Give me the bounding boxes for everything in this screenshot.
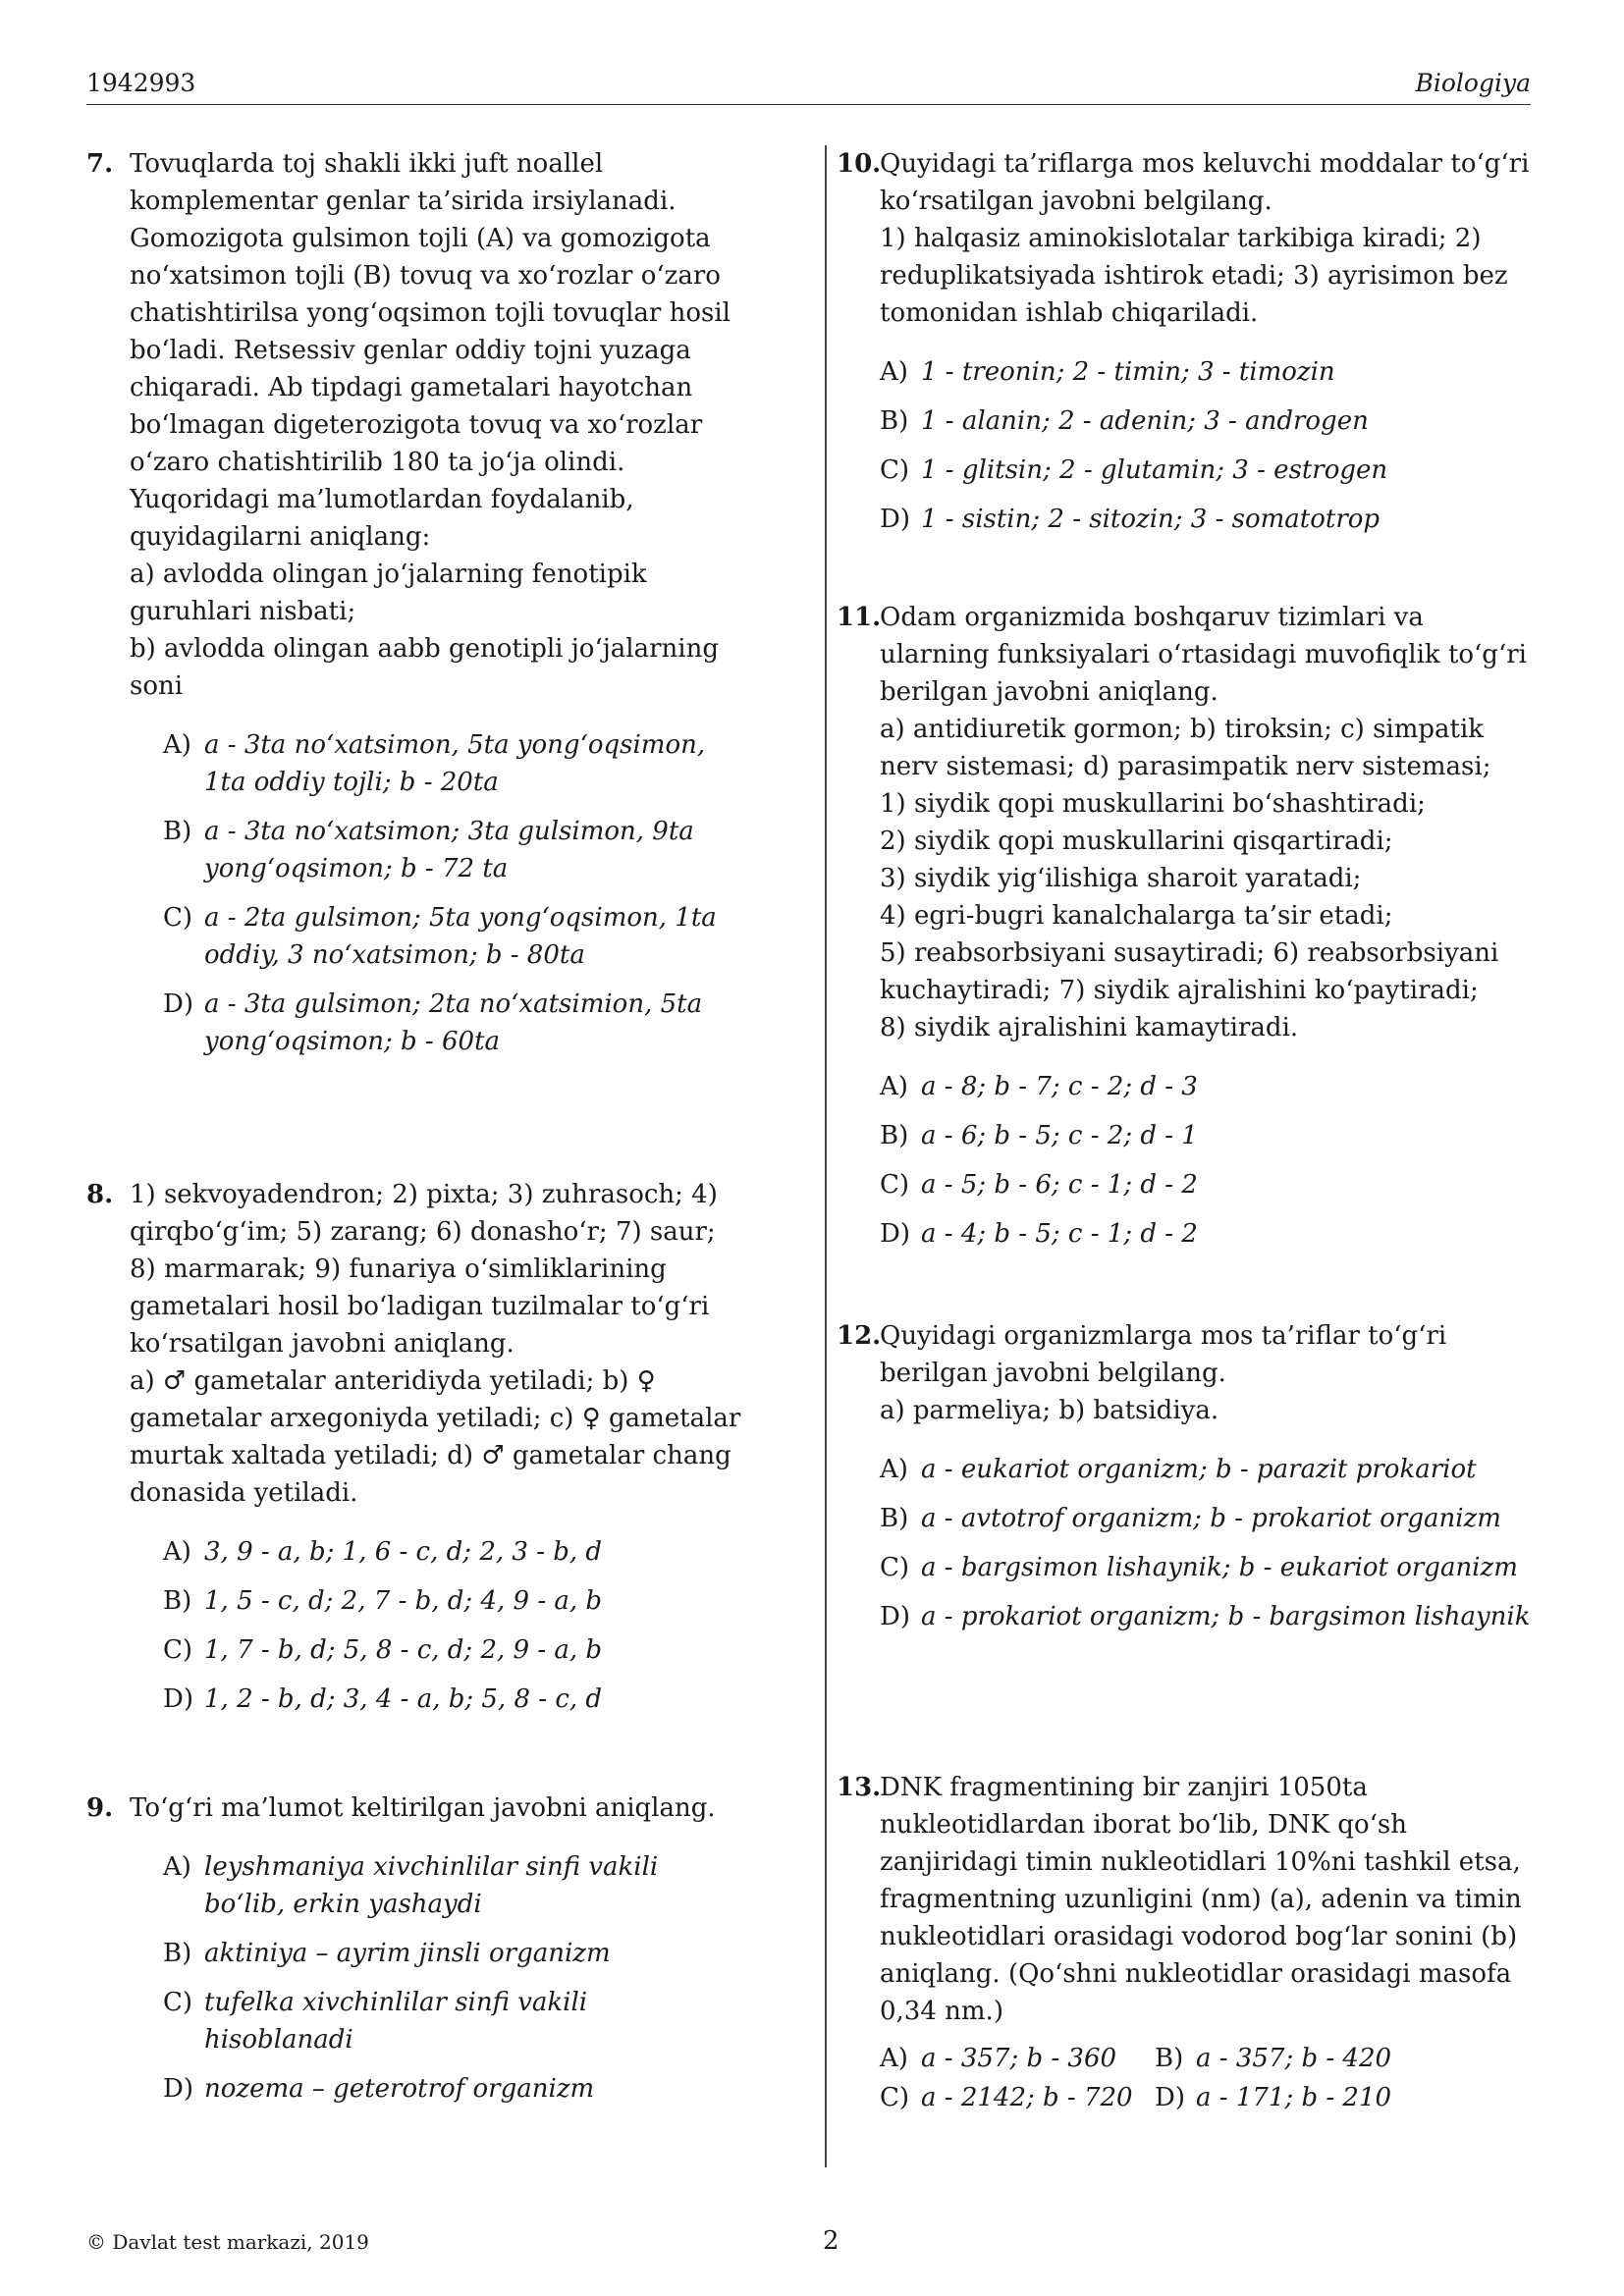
option-c[interactable] [880,1166,1532,1203]
option-letter: B) [163,1586,192,1616]
option-b[interactable] [163,813,744,887]
option-letter: D) [163,1684,193,1714]
question-number: 9. [86,1793,114,1823]
question-8 [86,1176,744,1789]
option-letter: A) [163,1852,191,1882]
option-b[interactable] [163,1935,744,1972]
option-b[interactable] [880,402,1532,440]
answer-options [880,353,1532,538]
page-number: 2 [823,2226,839,2256]
option-letter: B) [163,1939,192,1968]
option-a[interactable] [163,1533,744,1571]
subject-title: Biologiya [1415,69,1531,97]
option-c[interactable] [163,1984,744,2058]
stem-line: DNK fragmentining bir zanjiri 1050ta nukleotidlardan iborat bo‘lib, DNK qo‘sh zanjiridagi timin nukleotidlari 10%ni tashkil etsa, fragmentning uzunligini (nm) (a), adenin va timin nukleotidlari orasidagi vodorod bog‘lar sonini (b) aniqlang. (Qo‘shni nukleotidlar orasidagi masofa 0,34 nm.) [880,1773,1522,2026]
option-d[interactable] [880,1598,1532,1635]
option-letter: B) [880,406,909,436]
option-text: a - 357; b - 420 [1196,2044,1392,2073]
option-b[interactable] [1155,2040,1449,2077]
question-7 [86,145,744,1176]
option-text: a - prokariot organizm; b - bargsimon lishaynik [921,1602,1531,1631]
option-text: aktiniya – ayrim jinsli organizm [204,1939,611,1968]
option-letter: A) [880,1455,908,1484]
answer-options [880,1451,1532,1635]
question-stem [880,1317,1532,1429]
stem-line: 2) siydik qopi muskullarini qisqartiradi; [880,827,1393,856]
option-letter: D) [163,989,193,1019]
option-text: 1 - glitsin; 2 - glutamin; 3 - estrogen [921,455,1388,485]
option-text: a - 2142; b - 720 [921,2083,1133,2112]
left-column [86,145,744,2119]
option-letter: B) [880,1504,909,1533]
document-id: 1942993 [86,69,196,97]
stem-line: a) ♂ gametalar anteridiyda yetiladi; b) ♀ gametalar arxegoniyda yetiladi; c) ♀ gametalar murtak xaltada yetiladi; d) ♂ gametalar chang donasida yetiladi. [130,1366,741,1508]
option-c[interactable] [880,2079,1155,2116]
option-letter: C) [163,1988,193,2017]
question-number: 12. [837,1321,882,1351]
option-letter: C) [880,455,910,485]
question-9 [86,1789,744,2108]
option-text: 1 - alanin; 2 - adenin; 3 - androgen [921,406,1369,436]
option-text: nozema – geterotrof organizm [204,2074,595,2104]
answer-options [130,1848,744,2108]
option-a[interactable] [880,2040,1155,2077]
copyright-notice: © Davlat test markazi, 2019 [86,2230,369,2254]
stem-line: 8) siydik ajralishini kamaytiradi. [880,1013,1299,1042]
column-divider [825,145,827,2167]
option-text: a - 8; b - 7; c - 2; d - 3 [921,1072,1198,1101]
option-d[interactable] [163,2070,744,2108]
question-number: 7. [86,149,114,179]
option-d[interactable] [880,501,1532,538]
option-text: 1, 7 - b, d; 5, 8 - c, d; 2, 9 - a, b [204,1635,603,1665]
question-11 [837,599,1532,1317]
stem-line: 1) halqasiz aminokislotalar tarkibiga kiradi; 2) reduplikatsiyada ishtirok etadi; 3) ayrisimon bez tomonidan ishlab chiqariladi. [880,224,1508,328]
stem-line: 4) egri-bugri kanalchalarga ta’sir etadi; [880,901,1393,931]
option-text: a - 4; b - 5; c - 1; d - 2 [921,1219,1198,1249]
option-text: a - avtotrof organizm; b - prokariot organizm [921,1504,1501,1533]
option-text: 3, 9 - a, b; 1, 6 - c, d; 2, 3 - b, d [204,1537,603,1567]
question-13 [837,1769,1532,2116]
question-12 [837,1317,1532,1769]
option-a[interactable] [880,353,1532,391]
answer-options [880,2040,1532,2116]
stem-line: Odam organizmida boshqaruv tizimlari va ularning funksiyalari o‘rtasidagi muvofiqlik to‘g‘ri berilgan javobni aniqlang. [880,603,1527,707]
option-a[interactable] [163,1848,744,1923]
answer-options [880,1068,1532,1253]
option-letter: C) [163,903,193,933]
stem-line: 1) siydik qopi muskullarini bo‘shashtiradi; [880,789,1426,819]
option-d[interactable] [163,1681,744,1718]
option-letter: B) [1155,2044,1184,2073]
question-stem [880,1769,1532,2030]
question-stem [880,599,1532,1046]
question-stem [880,145,1532,332]
stem-line: a) antidiuretik gormon; b) tiroksin; c) simpatik nerv sistemasi; d) parasimpatik nerv sistemasi; [880,715,1491,781]
option-text: 1, 5 - c, d; 2, 7 - b, d; 4, 9 - a, b [204,1586,603,1616]
stem-line: b) avlodda olingan aabb genotipli jo‘jalarning soni [130,634,719,701]
page-header [86,67,1531,105]
stem-line: 5) reabsorbsiyani susaytiradi; 6) reabsorbsiyani kuchaytiradi; 7) siydik ajralishini ko‘paytiradi; [880,938,1499,1005]
option-text: a - 3ta no‘xatsimon, 5ta yong‘oqsimon, 1ta oddiy tojli; b - 20ta [204,730,706,797]
stem-line: a) parmeliya; b) batsidiya. [880,1396,1219,1425]
option-text: a - 6; b - 5; c - 2; d - 1 [921,1121,1198,1150]
option-text: a - 171; b - 210 [1196,2083,1392,2112]
option-c[interactable] [880,1549,1532,1586]
question-number: 11. [837,603,882,632]
stem-line: Quyidagi ta’riflarga mos keluvchi moddalar to‘g‘ri ko‘rsatilgan javobni belgilang. [880,149,1530,216]
option-c[interactable] [163,1631,744,1669]
option-letter: A) [163,1537,191,1567]
option-letter: D) [1155,2083,1185,2112]
option-letter: A) [880,1072,908,1101]
option-b[interactable] [880,1117,1532,1154]
option-text: a - 3ta no‘xatsimon; 3ta gulsimon, 9ta yong‘oqsimon; b - 72 ta [204,817,694,883]
option-text: tufelka xivchinlilar sinfi vakili hisoblanadi [204,1988,588,2055]
option-letter: D) [880,505,910,534]
option-b[interactable] [163,1582,744,1620]
option-letter: D) [880,1602,910,1631]
option-letter: C) [880,1553,910,1582]
question-number: 8. [86,1180,114,1209]
stem-line: 3) siydik yig‘ilishiga sharoit yaratadi; [880,864,1362,893]
option-letter: A) [880,2044,908,2073]
option-b[interactable] [880,1500,1532,1537]
option-a[interactable] [163,726,744,801]
option-text: 1, 2 - b, d; 3, 4 - a, b; 5, 8 - c, d [204,1684,603,1714]
stem-line: a) avlodda olingan jo‘jalarning fenotipik guruhlari nisbati; [130,560,647,626]
answer-options [130,726,744,1060]
option-text: a - 5; b - 6; c - 1; d - 2 [921,1170,1198,1200]
option-text: 1 - sistin; 2 - sitozin; 3 - somatotrop [921,505,1380,534]
question-stem [130,1176,744,1512]
question-10 [837,145,1532,599]
question-stem [130,1789,744,1827]
option-d[interactable] [880,1215,1532,1253]
option-a[interactable] [880,1451,1532,1488]
option-letter: D) [163,2074,193,2104]
question-number: 10. [837,149,882,179]
option-a[interactable] [880,1068,1532,1105]
option-letter: A) [163,730,191,760]
option-c[interactable] [880,452,1532,489]
option-text: leyshmaniya xivchinlilar sinfi vakili bo‘lib, erkin yashaydi [204,1852,659,1919]
option-text: a - 357; b - 360 [921,2044,1117,2073]
option-letter: D) [880,1219,910,1249]
option-letter: C) [880,2083,910,2112]
option-d[interactable] [1155,2079,1449,2116]
right-column [837,145,1532,2116]
stem-line: Tovuqlarda toj shakli ikki juft noallel komplementar genlar ta’sirida irsiylanadi. Gomozigota gulsimon tojli (A) va gomozigota no‘xatsimon tojli (B) tovuq va xo‘rozlar o‘zaro chatishtirilsa yong‘oqsimon tojli tovuqlar hosil bo‘ladi. Retsessiv genlar oddiy tojni yuzaga chiqaradi. Ab tipdagi gametalari hayotchan bo‘lmagan digeterozigota tovuq va xo‘rozlar o‘zaro chatishtirilib 180 ta jo‘ja olindi. Yuqoridagi ma’lumotlardan foydalanib, quyidagilarni aniqlang: [130,149,731,552]
option-letter: A) [880,357,908,387]
option-letter: C) [880,1170,910,1200]
question-stem [130,145,744,705]
option-text: 1 - treonin; 2 - timin; 3 - timozin [921,357,1335,387]
question-number: 13. [837,1773,882,1802]
option-c[interactable] [163,899,744,974]
option-text: a - bargsimon lishaynik; b - eukariot organizm [921,1553,1518,1582]
answer-options [130,1533,744,1718]
option-letter: B) [880,1121,909,1150]
stem-line: To‘g‘ri ma’lumot keltirilgan javobni aniqlang. [130,1793,716,1823]
option-letter: B) [163,817,192,846]
stem-line: 1) sekvoyadendron; 2) pixta; 3) zuhrasoch; 4) qirqbo‘g‘im; 5) zarang; 6) donasho‘r; 7) saur; 8) marmarak; 9) funariya o‘simliklarining gametalari hosil bo‘ladigan tuzilmalar to‘g‘ri ko‘rsatilgan javobni aniqlang. [130,1180,718,1359]
option-d[interactable] [163,986,744,1060]
stem-line: Quyidagi organizmlarga mos ta’riflar to‘g‘ri berilgan javobni belgilang. [880,1321,1447,1388]
option-text: a - 3ta gulsimon; 2ta no‘xatsimion, 5ta yong‘oqsimon; b - 60ta [204,989,703,1056]
option-text: a - eukariot organizm; b - parazit prokariot [921,1455,1477,1484]
option-letter: C) [163,1635,193,1665]
option-text: a - 2ta gulsimon; 5ta yong‘oqsimon, 1ta oddiy, 3 no‘xatsimon; b - 80ta [204,903,717,970]
